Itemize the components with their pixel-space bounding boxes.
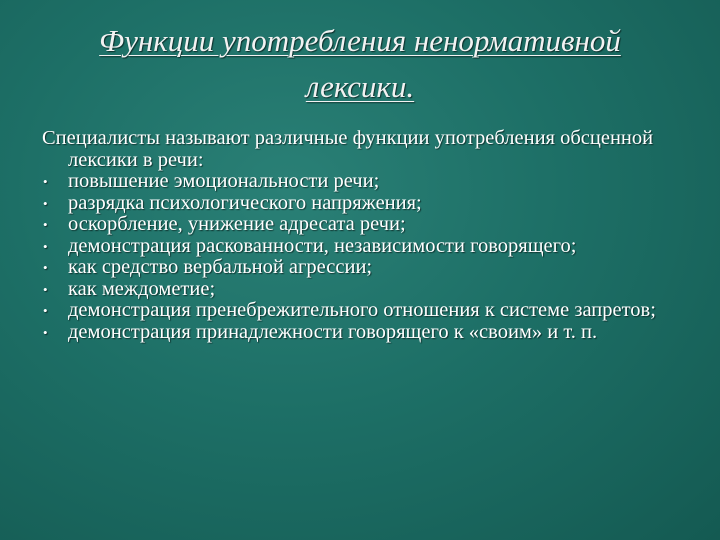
intro-text: Специалисты называют различные функции употребления обсценной лексики в речи: bbox=[42, 127, 654, 171]
list-item bbox=[42, 279, 692, 301]
bullet-icon: • bbox=[43, 281, 48, 297]
bullet-icon: • bbox=[43, 174, 48, 189]
slide-body bbox=[42, 128, 692, 343]
list-item bbox=[42, 257, 692, 279]
bullet-icon: • bbox=[43, 260, 48, 275]
list-item-text: разрядка психологического напряжения; bbox=[68, 191, 422, 214]
bullet-icon: • bbox=[43, 303, 48, 318]
list-item-text: оскорбление, унижение адресата речи; bbox=[68, 213, 406, 235]
bullet-icon: • bbox=[43, 217, 48, 232]
list-item-text: как междометие; bbox=[68, 277, 216, 300]
list-item-text: демонстрация пренебрежительного отношения к системе запретов; bbox=[68, 299, 656, 321]
list-item bbox=[42, 300, 692, 322]
list-item-text: повышение эмоциональности речи; bbox=[68, 170, 380, 192]
bullet-icon: • bbox=[43, 324, 48, 340]
list-item bbox=[42, 214, 692, 236]
list-item bbox=[42, 236, 692, 258]
slide-title: Функции употребления ненормативной лексики. bbox=[99, 23, 621, 104]
bullet-icon: • bbox=[43, 238, 48, 254]
list-item-text: как средство вербальной агрессии; bbox=[68, 256, 373, 278]
list-item bbox=[42, 322, 692, 344]
function-list bbox=[42, 171, 692, 343]
list-item bbox=[42, 193, 692, 215]
list-item-text: демонстрация принадлежности говорящего к «своим» и т. п. bbox=[68, 320, 598, 343]
list-item bbox=[42, 171, 692, 193]
list-item-text: демонстрация раскованности, независимости говорящего; bbox=[68, 234, 577, 257]
bullet-icon: • bbox=[43, 195, 48, 211]
